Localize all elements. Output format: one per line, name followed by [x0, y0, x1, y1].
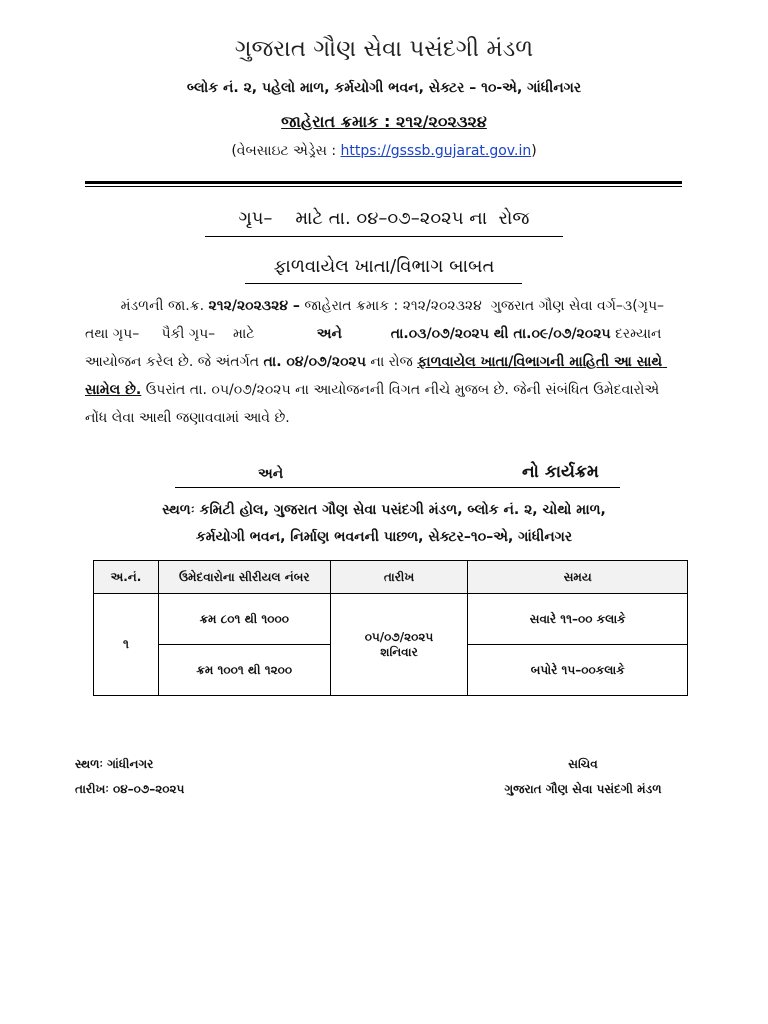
group-heading: ગૃપ– માટે તા. ૦૪–૦૭–૨૦૨૫ ના રોજ	[238, 208, 530, 229]
body-paragraph	[85, 292, 680, 432]
advertisement-number: જાહેરાત ક્રમાક : ૨૧૨/૨૦૨૩૨૪	[281, 112, 487, 131]
group-heading-underline	[205, 236, 563, 237]
date-value: ૦૫/૦૭/૨૦૨૫	[364, 629, 434, 644]
cell-date	[330, 594, 468, 696]
body-s6: દરમ્યાન આયોજન કરેલ છે. જે અંતર્ગત	[85, 326, 666, 370]
venue-line-2: કર્મયોગી ભવન, નિર્માણ ભવનની પાછળ, સેક્ટર–૧૦–એ, ગાંધીનગર	[195, 529, 573, 545]
header-time: સમય	[468, 561, 688, 594]
body-s5: તા.૦૩/૦૭/૨૦૨૫ થી તા.૦૯/૦૭/૨૦૨૫	[341, 326, 611, 342]
subject-underline	[245, 283, 522, 284]
schedule-table	[93, 560, 688, 696]
website-link[interactable]: https://gsssb.gujarat.gov.in	[340, 143, 532, 159]
program-heading-part-a: અને	[258, 466, 284, 482]
table-header-row	[94, 561, 688, 594]
header-divider-thick	[85, 181, 682, 184]
header-divider-thin	[85, 186, 682, 187]
venue-block	[0, 497, 768, 551]
body-s10: ઉપરાંત તા. ૦૫/૦૭/૨૦૨૫ ના આયોજનની વિગત નીચે મુજબ છે. જેની સંબંધિત ઉમેદવારોએ નોંધ લેવા આથી જણાવવામાં આવે છે.	[85, 382, 664, 426]
body-s3: જાહેરાત ક્રમાક : ૨૧૨/૨૦૨૩૨૪ ગુજરાત ગૌણ સેવા વર્ગ–૩(ગૃપ– તથા ગૃપ– પૈકી ગૃપ– માટે	[85, 298, 678, 342]
cell-time: બપોરે ૧૫–૦૦કલાકે	[468, 645, 688, 696]
date-day: શનિવાર	[380, 644, 418, 659]
venue-line-1: સ્થળઃ કમિટી હોલ, ગુજરાત ગૌણ સેવા પસંદગી મંડળ, બ્લોક નં. ૨, ચોથો માળ,	[162, 502, 606, 518]
table-row	[94, 594, 688, 645]
body-s9: ફાળવાયેલ ખાતા/વિભાગની માહિતી આ સાથે સામેલ છે.	[85, 354, 668, 398]
cell-serial: ક્રમ ૧૦૦૧ થી ૧૨૦૦	[158, 645, 330, 696]
footer-organization: ગુજરાત ગૌણ સેવા પસંદગી મંડળ	[504, 782, 662, 796]
header-serial-numbers: ઉમેદવારોના સીરીયલ નંબર	[158, 561, 330, 594]
footer-designation: સચિવ	[568, 757, 598, 771]
body-s7: તા. ૦૪/૦૭/૨૦૨૫	[263, 354, 366, 370]
page-title: ગુજરાત ગૌણ સેવા પસંદગી મંડળ	[234, 36, 534, 62]
header-date: તારીખ	[330, 561, 468, 594]
subject-heading: ફાળવાયેલ ખાતા/વિભાગ બાબત	[273, 256, 495, 277]
body-s8: ના રોજ	[365, 354, 418, 370]
body-s1: મંડળની જા.ક્ર.	[85, 298, 209, 314]
body-s2: ૨૧૨/૨૦૨૩૨૪ –	[208, 298, 300, 314]
website-prefix: (વેબસાઇટ એડ્રેસ :	[231, 143, 341, 159]
cell-sr-no: ૧	[94, 594, 159, 696]
footer-date: તારીખઃ ૦૪–૦૭–૨૦૨૫	[75, 782, 185, 796]
website-line	[0, 143, 768, 159]
program-heading-underline	[175, 487, 620, 488]
office-address: બ્લોક નં. ૨, પહેલો માળ, કર્મયોગી ભવન, સેક્ટર – ૧૦-એ, ગાંધીનગર	[186, 80, 582, 96]
cell-serial: ક્રમ ૮૦૧ થી ૧૦૦૦	[158, 594, 330, 645]
body-s4: અને	[316, 326, 342, 342]
cell-time: સવારે ૧૧–૦૦ કલાકે	[468, 594, 688, 645]
program-heading-part-b: નો કાર્યક્રમ	[522, 462, 599, 482]
website-suffix: )	[531, 143, 537, 159]
header-sr-no: અ.નં.	[94, 561, 159, 594]
footer-place: સ્થળઃ ગાંધીનગર	[75, 757, 154, 771]
